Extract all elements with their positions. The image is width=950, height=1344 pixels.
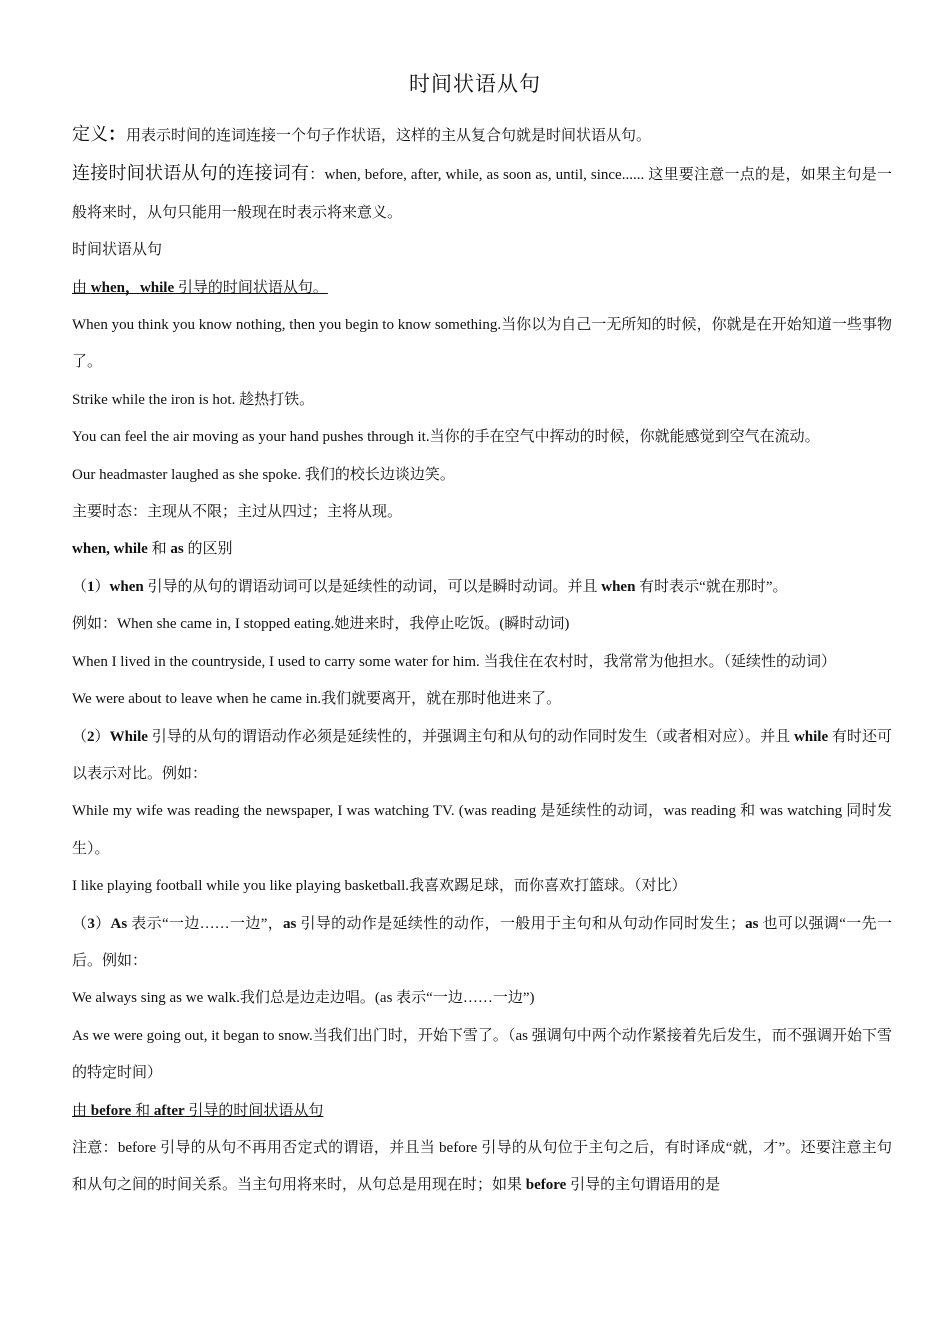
point-3-text-3: 也可以强调“一先一后。例如： (72, 915, 892, 969)
example-sentence-3: You can feel the air moving as your hand pushes through it.当你的手在空气中挥动的时候，你就能感觉到空气在流动。 (72, 429, 820, 446)
point-2-text-2: 有时还可以表示对比。例如： (72, 728, 892, 782)
point-2 (72, 719, 892, 794)
point-2-open: （ (72, 728, 88, 745)
difference-suffix: 的区别 (183, 541, 233, 558)
subheading-suffix: 引导的时间状语从句。 (174, 279, 328, 296)
example-sentence-1: When you think you know nothing, then you begin to know something.当你以为自己一无所知的时候，你就是在开始知道一些事物了。 (72, 317, 892, 371)
point-3-open: （ (72, 915, 88, 932)
keyword-when: when (90, 279, 125, 296)
point-2-keyword-2: while (793, 728, 829, 745)
subheading-before-after (72, 1093, 892, 1130)
definition-label: 定义 (72, 124, 108, 144)
connectors-paragraph (72, 155, 892, 232)
subheading-2-and: 和 (131, 1102, 154, 1119)
subheading-before-after-underline (72, 1103, 323, 1119)
point-2-number: 2 (87, 728, 95, 745)
point-1-example-3: We were about to leave when he came in.我们就要离开，就在那时他进来了。 (72, 691, 562, 708)
point-1-example-2: When I lived in the countryside, I used to carry some water for him. 当我住在农村时，我常常为他担水。（延续性的动词） (72, 653, 837, 670)
connectors-text: when, before, after, while, as soon as, until, since...... 这里要注意一点的是，如果主句是一般将来时，从句只能用一般现在时表示将来意义。 (72, 167, 892, 221)
point-1-keyword-2: when (601, 578, 636, 595)
point-1-open: （ (72, 578, 88, 595)
point-1-close: ） (94, 578, 110, 595)
note-keyword: before (525, 1177, 567, 1194)
point-3-keyword: As (110, 915, 128, 932)
point-2-text: 引导的从句的谓语动作必须是延续性的，并强调主句和从句的动作同时发生（或者相对应）。并且 (147, 728, 794, 745)
keyword-after: after (153, 1102, 185, 1119)
note-text: 注意：before 引导的从句不再用否定式的谓语，并且当 before 引导的从句位于主句之后，有时译成“就，才”。还要注意主句和从句之间的时间关系。当主句用将来时，从句总是用现在时；如果 (72, 1139, 892, 1194)
point-3 (72, 906, 892, 981)
point-3-number: 3 (87, 915, 95, 932)
subheading-2-suffix: 引导的时间状语从句 (184, 1102, 324, 1119)
connectors-colon: ： (309, 167, 325, 184)
example-sentence-2: Strike while the iron is hot. 趁热打铁。 (72, 391, 315, 408)
point-3-example-1: We always sing as we walk.我们总是边走边唱。(as 表示“一边……一边”) (72, 990, 535, 1007)
note-paragraph (72, 1130, 892, 1205)
document-body (72, 116, 892, 1205)
point-3-text: 表示“一边……一边”， (127, 915, 284, 932)
difference-and: 和 (147, 541, 171, 558)
point-3-keyword-3: as (745, 915, 759, 932)
keyword-before: before (90, 1102, 132, 1119)
definition-colon: ： (108, 124, 126, 144)
point-2-example-2: I like playing football while you like playing basketball.我喜欢踢足球，而你喜欢打篮球。（对比） (72, 878, 687, 895)
point-1 (72, 569, 892, 606)
page-title: 时间状语从句 (409, 72, 541, 96)
definition-text: 用表示时间的连词连接一个句子作状语，这样的主从复合句就是时间状语从句。 (126, 128, 652, 144)
keyword-when-while: when, while (72, 541, 148, 558)
definition-paragraph (72, 116, 892, 155)
point-2-example-1: While my wife was reading the newspaper, I was watching TV. (was reading 是延续性的动词，was reading 和 was watching 同时发生）。 (72, 803, 892, 857)
point-1-text: 引导的从句的谓语动词可以是延续性的动词，可以是瞬时动词。并且 (143, 578, 602, 595)
subheading-when-while (72, 270, 892, 307)
point-1-example-1: 例如：When she came in, I stopped eating.她进来时，我停止吃饭。(瞬时动词) (72, 616, 570, 633)
point-2-keyword: While (109, 728, 148, 745)
subheading-separator: ， (124, 279, 140, 296)
point-1-keyword: when (109, 578, 144, 595)
point-3-close: ） (94, 915, 111, 932)
point-1-number: 1 (87, 578, 95, 595)
connectors-label: 连接时间状语从句的连接词有 (72, 163, 310, 184)
keyword-as: as (170, 541, 184, 558)
difference-heading (72, 531, 892, 568)
subheading-2-prefix: 由 (72, 1102, 91, 1119)
tense-rule: 主要时态：主现从不限；主过从四过；主将从现。 (72, 504, 403, 521)
example-sentence-4: Our headmaster laughed as she spoke. 我们的校长边谈边笑。 (72, 466, 455, 483)
keyword-while: while (139, 279, 175, 296)
subheading-prefix: 由 (72, 279, 91, 296)
point-2-close: ） (94, 728, 110, 745)
section-heading: 时间状语从句 (72, 242, 163, 259)
point-1-text-2: 有时表示“就在那时”。 (635, 578, 788, 595)
point-3-keyword-2: as (283, 915, 297, 932)
subheading-when-while-underline (72, 280, 328, 296)
point-3-text-2: 引导的动作是延续性的动作，一般用于主句和从句动作同时发生； (296, 915, 746, 932)
point-3-example-2: As we were going out, it began to snow.当我们出门时，开始下雪了。（as 强调句中两个动作紧接着先后发生，而不强调开始下雪的特定时间） (72, 1027, 892, 1082)
note-text-2: 引导的主句谓语用的是 (566, 1177, 721, 1194)
